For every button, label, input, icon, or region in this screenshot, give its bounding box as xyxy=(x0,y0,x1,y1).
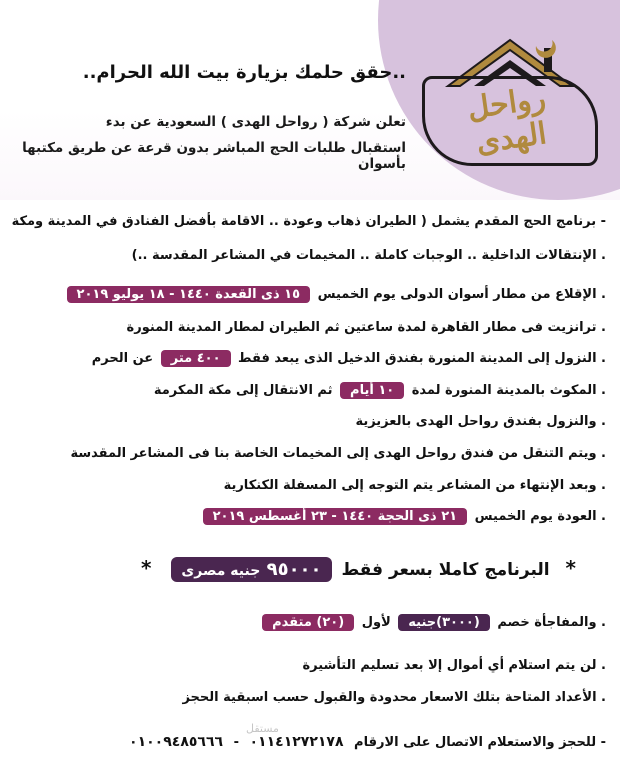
price-label: البرنامج كاملا بسعر فقط xyxy=(341,560,550,580)
price-unit: جنيه مصرى xyxy=(181,563,261,579)
page-title: ..حقق حلمك بزيارة بيت الله الحرام.. xyxy=(82,62,406,83)
list-item: . وبعد الإنتهاء من المشاعر يتم التوجه إلى المسفلة الكنكارية xyxy=(223,478,606,493)
list-item: . الإنتقالات الداخلية .. الوجبات كاملة .. المخيمات في المشاعر المقدسة ..) xyxy=(131,248,606,263)
list-item: . والنزول بفندق رواحل الهدى بالعزيزية xyxy=(355,414,606,429)
stay-text: . المكوث بالمدينة المنورة لمدة xyxy=(411,383,606,398)
star-mark: * xyxy=(141,556,152,580)
departure-text: . الإقلاع من مطار أسوان الدولى يوم الخميس xyxy=(317,287,606,302)
company-logo xyxy=(412,16,608,176)
phone-number[interactable]: ٠١١٤١٢٧٢١٧٨ xyxy=(249,734,344,750)
departure-date-badge: ١٥ ذى القعدة ١٤٤٠ - ١٨ يوليو ٢٠١٩ xyxy=(67,286,311,303)
note-line: . لن يتم استلام أي أموال إلا بعد تسليم التأشيرة xyxy=(302,658,606,673)
contact-label: - للحجز والاستعلام الاتصال على الارقام xyxy=(354,735,606,750)
applicants-badge: (٢٠) متقدم xyxy=(262,614,354,631)
list-item: . ويتم التنقل من فندق رواحل الهدى إلى المخيمات الخاصة بنا فى المشاعر المقدسة xyxy=(70,446,606,461)
list-item xyxy=(14,350,606,367)
distance-badge: ٤٠٠ متر xyxy=(161,350,231,367)
list-item: . ترانزيت فى مطار القاهرة لمدة ساعتين ثم الطيران لمطار المدينة المنورة xyxy=(126,320,606,335)
stay-duration-badge: ١٠ أيام xyxy=(340,382,404,399)
logo-text: رواحل الهدى xyxy=(465,80,549,161)
stay-text-end: ثم الانتقال إلى مكة المكرمة xyxy=(153,383,333,398)
contact-line xyxy=(14,734,606,750)
discount-text-mid: لأول xyxy=(361,615,391,630)
phone-separator: - xyxy=(233,735,239,750)
phone-number[interactable]: ٠١٠٠٩٤٨٥٦٦٦ xyxy=(129,734,224,750)
return-date-badge: ٢١ ذى الحجة ١٤٤٠ - ٢٣ أغسطس ٢٠١٩ xyxy=(203,508,468,525)
list-item: - برنامج الحج المقدم يشمل ( الطيران ذهاب وعودة .. الاقامة بأفضل الفنادق في المدينة ومكة xyxy=(11,214,606,229)
intro-line-1: تعلن شركة ( رواحل الهدى ) السعودية عن بدء xyxy=(105,114,406,130)
list-item xyxy=(14,382,606,399)
list-item xyxy=(14,508,606,525)
discount-amount-badge: (٣٠٠٠)جنيه xyxy=(398,614,490,631)
watermark: مستقل xyxy=(246,722,279,735)
note-line: . الأعداد المتاحة بتلك الاسعار محدودة والقبول حسب اسبقية الحجز xyxy=(182,690,606,705)
hotel-text: . النزول إلى المدينة المنورة بفندق الدخيل الذى يبعد فقط xyxy=(238,351,606,366)
return-text: . العودة يوم الخميس xyxy=(474,509,606,524)
price-line xyxy=(36,556,576,582)
hotel-text-end: عن الحرم xyxy=(91,351,154,366)
price-badge xyxy=(171,557,331,582)
list-item xyxy=(14,286,606,303)
discount-text: . والمفاجأة خصم xyxy=(497,615,606,630)
star-mark: * xyxy=(565,556,576,580)
price-amount: ٩٥٠٠٠ xyxy=(266,559,322,580)
discount-line xyxy=(14,614,606,631)
intro-line-2: استقبال طلبات الحج المباشر بدون قرعة عن طريق مكتبها بأسوان xyxy=(22,140,406,172)
